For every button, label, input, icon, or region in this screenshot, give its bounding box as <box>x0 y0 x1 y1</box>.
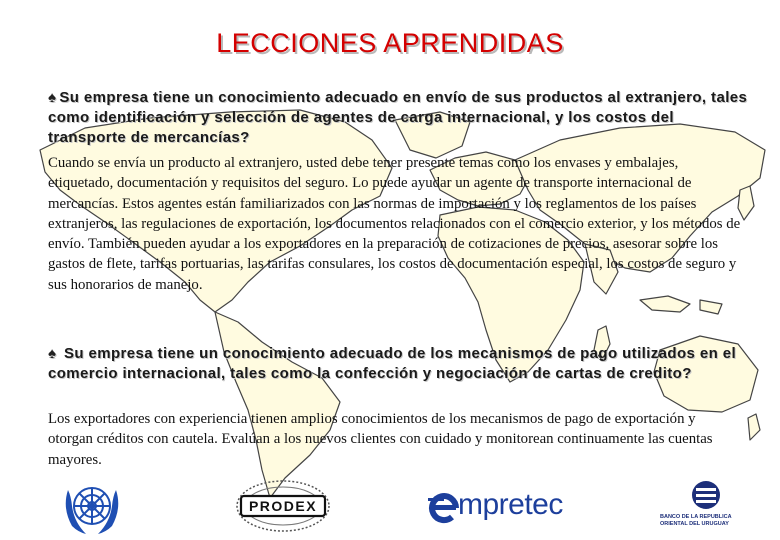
un-emblem-logo <box>60 478 124 536</box>
brou-bank-logo <box>660 478 755 536</box>
brou-bank-name <box>660 514 755 528</box>
prodex-wordmark: PRODEX <box>248 498 318 514</box>
empretec-logo <box>428 488 578 528</box>
question-1-text: Su empresa tiene un conocimiento adecuado en envío de sus productos al extranjero, tales como identificación y selección de agentes de carga internacional, y los costos del transporte de mercancías? <box>48 89 748 146</box>
answer-1: Cuando se envía un producto al extranjero, usted debe tener presente temas como los envases y embalajes, etiquetado, documentación y requisitos del seguro. Lo puede ayudar un agente de transporte internacional de mercancías. Estos agentes están familiarizados con las normas de importación y los reglamentos de los países extranjeros, las regulaciones de exportación, los documentos relacionados con el comercio exterior, y los métodos de envío. También pueden ayudar a los exportadores en la preparación de cotizaciones de precios, asesorar sobre los gastos de flete, tarifas portuarias, las tarifas consulares, los costos de documentación especial, los costos de seguro y sus honorarios de manejo. <box>48 155 741 293</box>
empretec-wordmark: mpretec <box>458 488 563 521</box>
question-1 <box>48 88 748 148</box>
brou-bank-line-2: ORIENTAL DEL URUGUAY <box>660 521 729 527</box>
spade-bullet-icon: ♠ <box>48 89 57 106</box>
brou-bank-line-1: BANCO DE LA REPUBLICA <box>660 514 732 520</box>
question-2-text: Su empresa tiene un conocimiento adecuado de los mecanismos de pago utilizados en el comercio internacional, tales como la confección y negociación de cartas de credito? <box>48 345 737 382</box>
answer-2: Los exportadores con experiencia tienen amplios conocimientos de los mecanismos de pago de exportación y otorgan créditos con cautela. Evalúan a los nuevos clientes con cuidado y monitorean continuamente las cuentas mayores. <box>48 411 713 468</box>
empretec-e-icon <box>428 492 460 524</box>
brou-emblem-icon <box>686 478 726 512</box>
question-2 <box>48 344 748 384</box>
prodex-logo <box>233 478 333 534</box>
page-title: LECCIONES APRENDIDAS <box>216 28 564 58</box>
spade-bullet-icon: ♠ <box>48 345 57 362</box>
